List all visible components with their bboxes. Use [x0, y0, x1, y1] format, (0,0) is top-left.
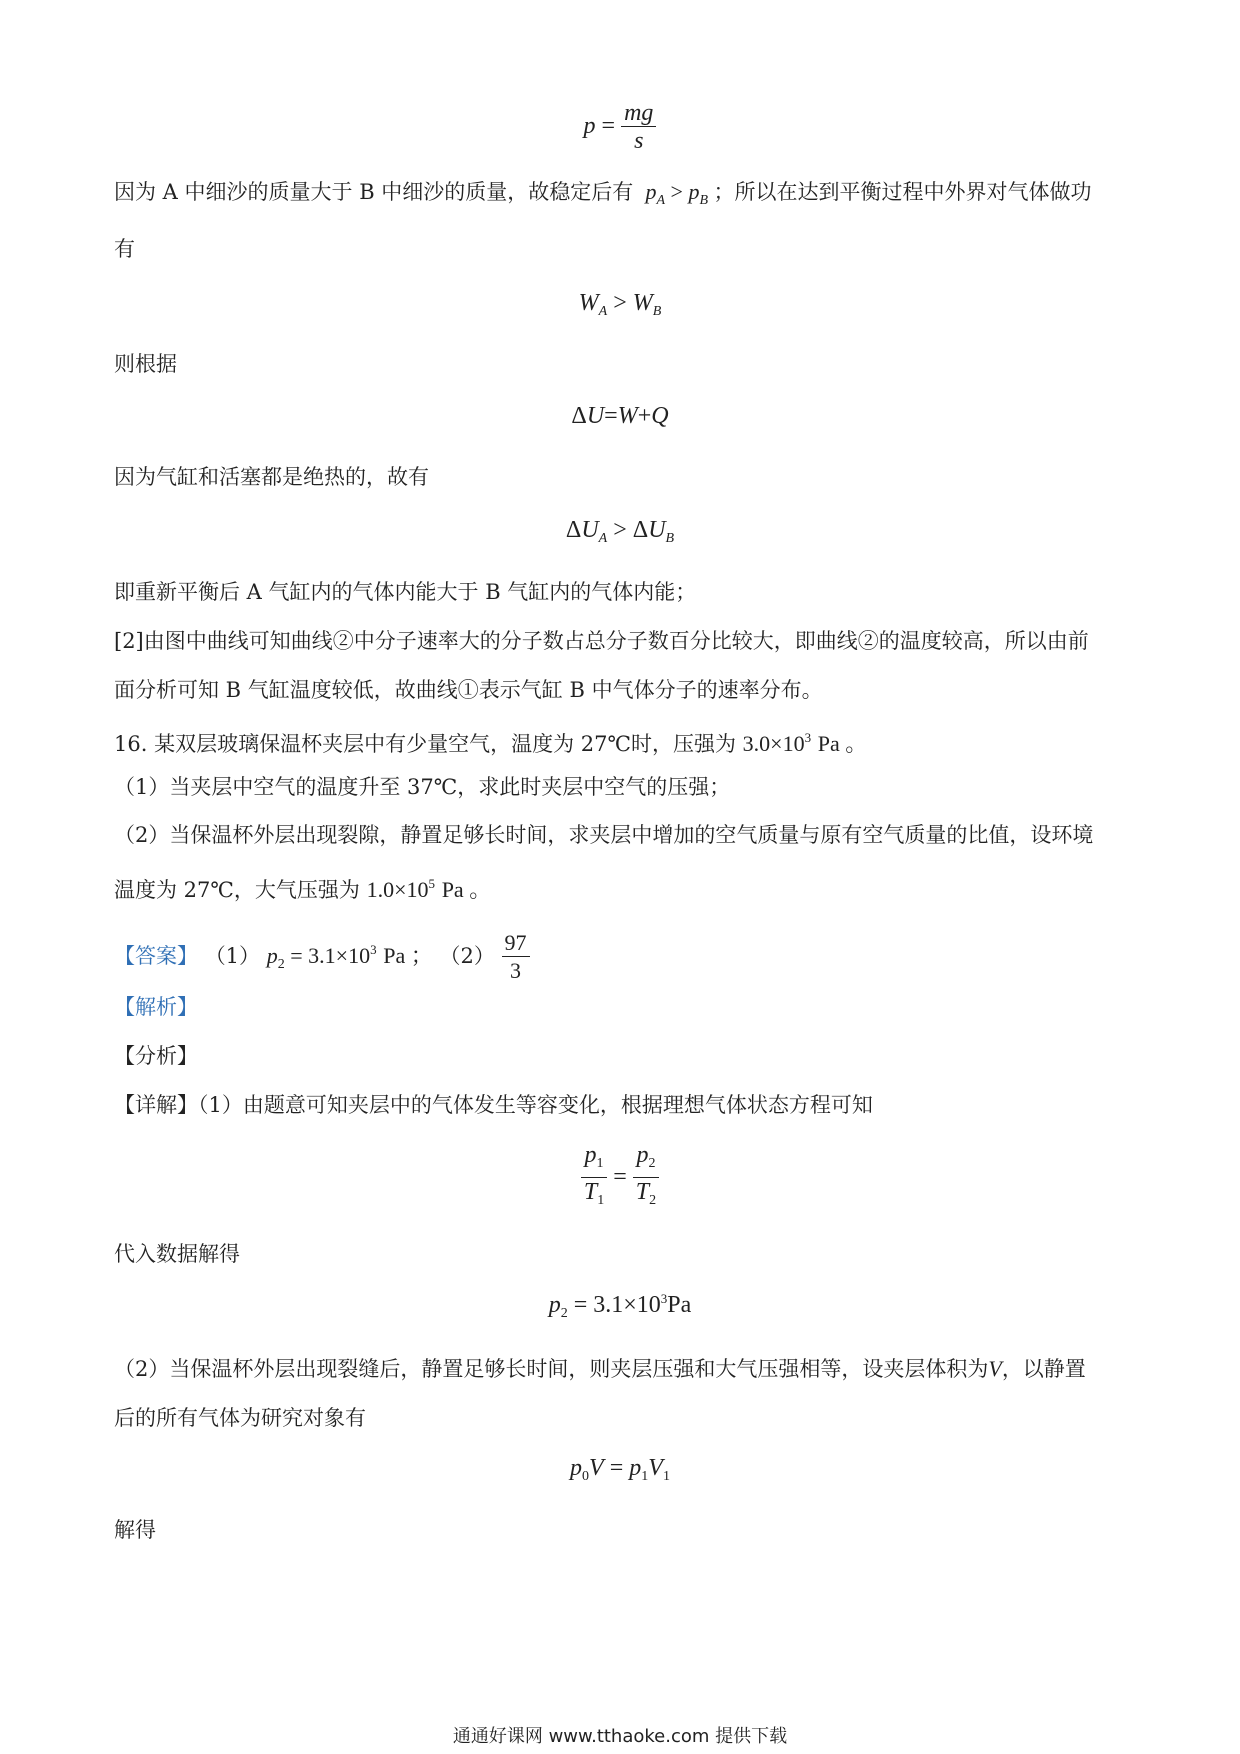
paragraph-3: 因为气缸和活塞都是绝热的，故有 [114, 465, 429, 489]
unit-pa: Pa 。 [817, 731, 868, 756]
answer-fraction [502, 930, 530, 985]
eq-numerator: mg [621, 100, 656, 127]
eq-lhs: p [583, 113, 596, 140]
equation-pressure: p = $\frac{mg}{s}$ [0, 100, 1240, 155]
volume-variable: V [988, 1356, 1002, 1381]
question-16-part-1: （1）当夹层中空气的温度升至 37℃，求此时夹层中空气的压强； [114, 775, 731, 799]
part-2-solution-line-2: 后的所有气体为研究对象有 [114, 1406, 366, 1430]
paragraph-1 [114, 177, 1092, 216]
unit-pa-2: Pa 。 [441, 877, 492, 902]
paragraph-1-text-a: 因为 A 中细沙的质量大于 B 中细沙的质量，故稳定后有 [114, 180, 634, 204]
eq-denominator: s [634, 128, 644, 154]
answer-label: 【答案】 [114, 944, 198, 968]
detail-label: 【详解】 [114, 1093, 198, 1117]
part-2-solution-text: （2）当保温杯外层出现裂缝后，静置足够长时间，则夹层压强和大气压强相等，设夹层体积为 [114, 1357, 989, 1381]
equation-work: $W_A > W_B$ [578, 290, 662, 319]
paragraph-5-line-1: [2]由图中曲线可知曲线②中分子速率大的分子数占总分子数百分比较大，即曲线②的温度较高，所以由前 [114, 629, 1089, 653]
answer-fraction-denominator: 3 [510, 958, 522, 983]
question-stem-text: 某双层玻璃保温杯夹层中有少量空气，温度为 27℃时，压强为 [154, 732, 736, 756]
answer-math-p2: $p_2 = 3.1\times 10^3$ [266, 942, 377, 972]
equation-boyle: $p_0V = p_1V_1$ [570, 1455, 670, 1484]
paragraph-5-line-2: 面分析可知 B 气缸温度较低，故曲线①表示气缸 B 中气体分子的速率分布。 [114, 678, 823, 702]
solve-text: 解得 [114, 1518, 156, 1542]
inline-math-atmospheric-pressure: $1.0\times 10^5$ [366, 876, 435, 902]
detail-text: （1）由题意可知夹层中的气体发生等容变化，根据理想气体状态方程可知 [198, 1093, 873, 1117]
inline-math-initial-pressure: $3.0\times 10^3$ [742, 730, 812, 756]
jiexi-label: 【解析】 [114, 995, 198, 1019]
paragraph-4: 即重新平衡后 A 气缸内的气体内能大于 B 气缸内的气体内能； [114, 580, 697, 604]
inline-math-pa-gt-pb: $p_A > p_B$ [645, 179, 709, 208]
question-16-stem [114, 723, 867, 759]
footer-source: 通通好课网 www.tthaoke.com 提供下载 [452, 1726, 788, 1747]
detail-line [114, 1090, 873, 1120]
answer-line [114, 922, 530, 993]
equation-internal-energy: $\Delta U_A > \Delta U_B$ [565, 517, 675, 546]
part-2-solution-line-1 [114, 1354, 1086, 1384]
paragraph-1-cont: 有 [114, 237, 135, 261]
paragraph-2: 则根据 [114, 352, 177, 376]
question-16-part-2-line-1: （2）当保温杯外层出现裂隙，静置足够长时间，求夹层中增加的空气质量与原有空气质量的比值，设环境 [114, 823, 1094, 847]
equation-gas-law: $\frac{p_1}{T_1}$ = $\frac{p_2}{T_2}$ [0, 1142, 1240, 1215]
equation-result-p2: $p_2 = 3.1\times 10^3Pa$ [548, 1291, 692, 1321]
paragraph-1-text-b: ；所以在达到平衡过程中外界对气体做功 [713, 180, 1092, 204]
question-number: 16. [114, 732, 148, 756]
answer-fraction-numerator: 97 [502, 930, 530, 957]
answer-part-2: （2） [439, 944, 495, 968]
substitute-text: 代入数据解得 [114, 1242, 240, 1266]
answer-unit: Pa ； [383, 943, 433, 968]
eq-fraction [621, 100, 656, 155]
equation-first-law: ΔU=W+Q [571, 403, 669, 429]
part-2-solution-tail: ，以静置 [1001, 1357, 1086, 1381]
answer-part-1: （1） [204, 944, 261, 968]
question-16-part-2-line-2 [114, 869, 491, 905]
question-part-2-text: 温度为 27℃，大气压强为 [114, 878, 360, 902]
fenxi-label: 【分析】 [114, 1044, 198, 1068]
